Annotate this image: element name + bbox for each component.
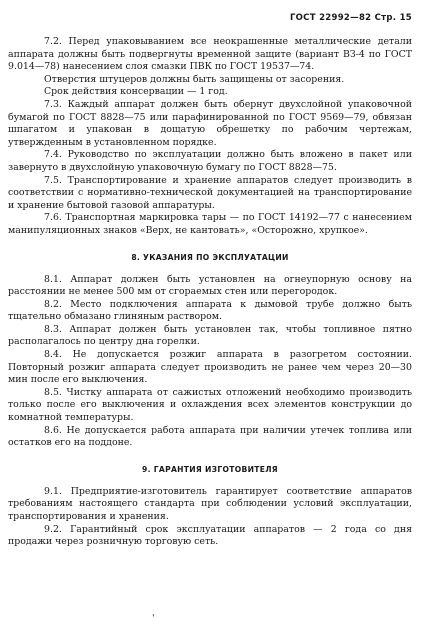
paragraph-7-3: 7.3. Каждый аппарат должен быть обернут двухслойной упаковочной бумагой по ГОСТ 8828—75 или парафинированной по ГОСТ 9569—79, обвязан шпагатом и упакован в дощатую обрешетку по рабочим чертежам, утвержденным в установленном порядке.: [8, 98, 412, 148]
paragraph-7-2: 7.2. Перед упаковыванием все неокрашенные металлические детали аппарата должны быть подвергнуты временной защите (вариант ВЗ-4 по ГОСТ 9.014—78) нанесением слоя смазки ПВК по ГОСТ 19537—74.: [8, 36, 412, 73]
page-content: [8, 36, 412, 549]
paragraph-8-2: 8.2. Место подключения аппарата к дымовой трубе должно быть тщательно обмазано глиняным раствором.: [8, 298, 412, 323]
paragraph-7-5: 7.5. Транспортирование и хранение аппаратов следует производить в соответствии с нормативно-технической документацией на транспортирование и хранение бытовой газовой аппаратуры.: [8, 174, 412, 211]
paragraph-9-2: 9.2. Гарантийный срок эксплуатации аппаратов — 2 года со дня продажи через розничную торговую сеть.: [8, 523, 412, 548]
paragraph-7-2-openings: Отверстия штуцеров должны быть защищены от засорения.: [44, 73, 345, 85]
paragraph-8-4: 8.4. Не допускается розжиг аппарата в разогретом состоянии. Повторный розжиг аппарата следует производить не ранее чем через 20—30 мин после его выключения.: [8, 349, 412, 386]
paragraph-9-1: 9.1. Предприятие-изготовитель гарантирует соответствие аппаратов требованиям настоящего стандарта при соблюдении условий эксплуатации, транспортирования и хранения.: [8, 485, 412, 522]
paragraph-8-5: 8.5. Чистку аппарата от сажистых отложений необходимо производить только после его выключения и охлаждения всех элементов конструкции до комнатной температуры.: [8, 386, 412, 424]
paragraph-7-6: 7.6. Транспортная маркировка тары — по ГОСТ 14192—77 с нанесением манипуляционных знаков «Верх, не кантовать», «Осторожно, хрупкое».: [8, 212, 412, 236]
section-9-heading: 9. ГАРАНТИЯ ИЗГОТОВИТЕЛЯ: [142, 464, 278, 474]
page-header: ГОСТ 22992—82 Стр. 15: [289, 13, 412, 23]
paragraph-7-2-term: Срок действия консервации — 1 год.: [44, 86, 228, 98]
paragraph-7-4: 7.4. Руководство по эксплуатации должно быть вложено в пакет или завернуто в двухслойную упаковочную бумагу по ГОСТ 8828—75.: [8, 149, 412, 173]
footer-mark: ': [152, 614, 155, 624]
paragraph-8-3: 8.3. Аппарат должен быть установлен так, чтобы топливное пятно располагалось по центру дна горелки.: [8, 323, 412, 348]
section-8-heading: 8. УКАЗАНИЯ ПО ЭКСПЛУАТАЦИИ: [131, 252, 289, 262]
paragraph-8-6: 8.6. Не допускается работа аппарата при наличии утечек топлива или остатков его на поддоне.: [8, 424, 412, 449]
paragraph-8-1: 8.1. Аппарат должен быть установлен на огнеупорную основу на расстоянии не менее 500 мм от сгораемых стен или перегородок.: [8, 273, 412, 298]
